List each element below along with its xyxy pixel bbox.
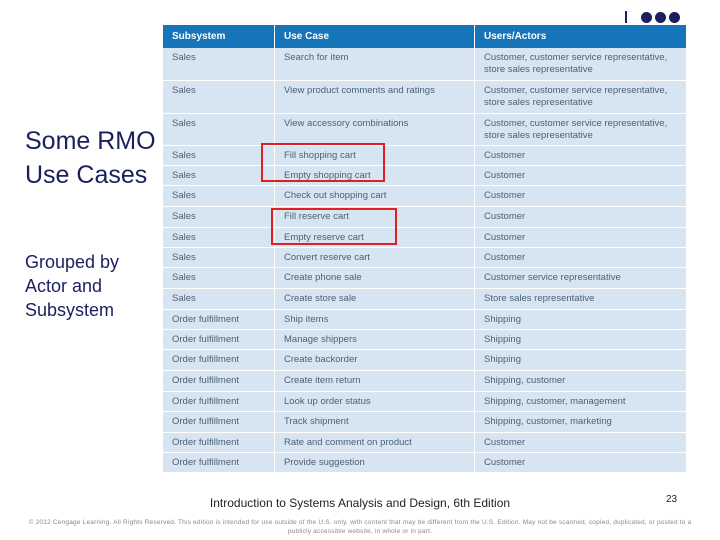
actors-cell: Customer [474, 166, 686, 185]
table-row [163, 48, 686, 81]
subsystem-cell: Sales [172, 293, 196, 304]
table-row [163, 268, 686, 289]
table-row [163, 146, 686, 166]
header-users-actors: Users/Actors [474, 25, 686, 48]
table-row [163, 350, 686, 371]
subsystem-cell: Sales [172, 85, 196, 96]
use-case-cell: Look up order status [274, 392, 474, 411]
decoration-dot [655, 12, 666, 23]
subsystem-cell: Sales [172, 118, 196, 129]
actors-cell: Customer [474, 433, 686, 452]
page-number: 23 [666, 494, 678, 505]
actors-cell: Store sales representative [474, 289, 686, 309]
highlight-box [271, 208, 397, 245]
actors-cell: Customer [474, 146, 686, 165]
use-case-cell: Track shipment [274, 412, 474, 432]
decoration-dot [669, 12, 680, 23]
actors-cell: Customer [474, 207, 686, 227]
subsystem-cell: Sales [172, 252, 196, 263]
subsystem-cell: Order fulfillment [172, 375, 240, 386]
table-row [163, 114, 686, 146]
table-row [163, 81, 686, 114]
highlight-box [261, 143, 385, 182]
use-case-cell: View product comments and ratings [274, 81, 474, 113]
table-row [163, 392, 686, 412]
use-case-cell: Convert reserve cart [274, 248, 474, 267]
copyright-notice: © 2012 Cengage Learning. All Rights Reserved. This edition is intended for use outside of the U.S. only, with content that may be different from the U.S. Edition. May not be scanned, copied, duplicated, or posted to a publicly accessible website, in whole or in part. [28, 519, 692, 535]
actors-cell: Customer [474, 186, 686, 206]
actors-cell: Shipping [474, 330, 686, 349]
subsystem-cell: Order fulfillment [172, 334, 240, 345]
decoration-dot [641, 12, 652, 23]
use-case-cell: Fill reserve cart [274, 207, 474, 227]
use-case-cell: View accessory combinations [274, 114, 474, 145]
header-subsystem: Subsystem [172, 31, 226, 42]
subsystem-cell: Sales [172, 190, 196, 201]
table-row [163, 412, 686, 433]
table-row [163, 186, 686, 207]
table-row [163, 330, 686, 350]
slide-subtitle: Grouped by Actor and Subsystem [25, 252, 120, 320]
use-case-cell: Create store sale [274, 289, 474, 309]
subsystem-cell: Order fulfillment [172, 354, 240, 365]
use-case-cell: Manage shippers [274, 330, 474, 349]
use-case-table [163, 25, 686, 472]
use-case-cell: Rate and comment on product [274, 433, 474, 452]
actors-cell: Shipping [474, 350, 686, 370]
use-case-cell: Create phone sale [274, 268, 474, 288]
use-case-cell: Empty shopping cart [274, 166, 474, 185]
use-case-cell: Check out shopping cart [274, 186, 474, 206]
subsystem-cell: Order fulfillment [172, 396, 240, 407]
actors-cell: Customer [474, 228, 686, 247]
table-row [163, 289, 686, 310]
table-row [163, 228, 686, 248]
table-row [163, 310, 686, 330]
use-case-cell: Fill shopping cart [274, 146, 474, 165]
actors-cell: Customer [474, 248, 686, 267]
use-case-cell: Search for item [274, 48, 474, 80]
use-case-cell: Create item return [274, 371, 474, 391]
actors-cell: Customer, customer service representative, store sales representative [474, 114, 686, 145]
table-header [163, 25, 686, 48]
use-case-cell: Ship items [274, 310, 474, 329]
actors-cell: Customer service representative [474, 268, 686, 288]
actors-cell: Shipping, customer, management [474, 392, 686, 411]
table-row [163, 453, 686, 472]
table-row [163, 433, 686, 453]
actors-cell: Shipping [474, 310, 686, 329]
subsystem-cell: Sales [172, 232, 196, 243]
slide-title: Some RMO Use Cases [25, 127, 156, 189]
subsystem-cell: Order fulfillment [172, 437, 240, 448]
actors-cell: Customer, customer service representative, store sales representative [474, 48, 686, 80]
subsystem-cell: Sales [172, 170, 196, 181]
actors-cell: Customer, customer service representative, store sales representative [474, 81, 686, 113]
actors-cell: Shipping, customer, marketing [474, 412, 686, 432]
corner-decoration [625, 10, 683, 24]
subsystem-cell: Order fulfillment [172, 314, 240, 325]
use-case-cell: Empty reserve cart [274, 228, 474, 247]
subsystem-cell: Sales [172, 150, 196, 161]
subsystem-cell: Order fulfillment [172, 457, 240, 468]
actors-cell: Customer [474, 453, 686, 472]
table-row [163, 371, 686, 392]
subsystem-cell: Order fulfillment [172, 416, 240, 427]
decoration-bar [625, 11, 627, 23]
table-row [163, 166, 686, 186]
subsystem-cell: Sales [172, 52, 196, 63]
course-footer: Introduction to Systems Analysis and Design, 6th Edition [209, 496, 511, 510]
subsystem-cell: Sales [172, 211, 196, 222]
subsystem-cell: Sales [172, 272, 196, 283]
table-row [163, 248, 686, 268]
use-case-cell: Provide suggestion [274, 453, 474, 472]
table-row [163, 207, 686, 228]
actors-cell: Shipping, customer [474, 371, 686, 391]
use-case-cell: Create backorder [274, 350, 474, 370]
header-use-case: Use Case [274, 25, 474, 48]
